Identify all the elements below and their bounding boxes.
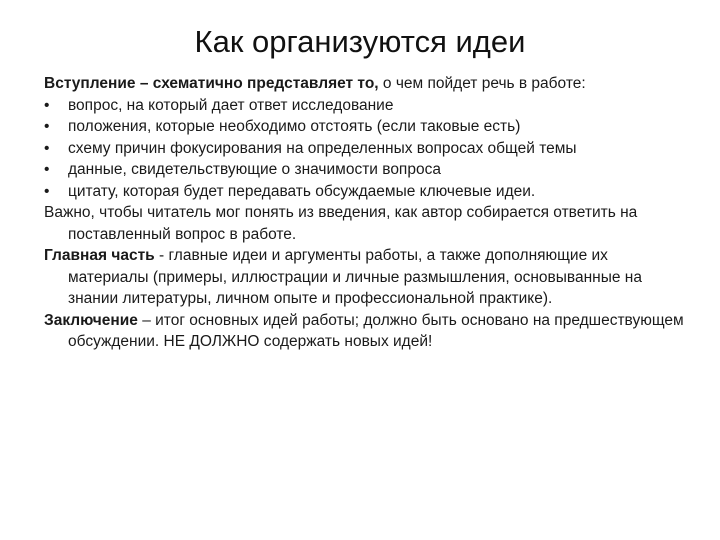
bullet-text: вопрос, на который дает ответ исследование <box>68 96 394 114</box>
intro-rest: о чем пойдет речь в работе: <box>378 75 586 92</box>
bullet-text: цитату, которая будет передавать обсуждаемые ключевые идеи. <box>68 182 536 200</box>
conclusion-heading: Заключение <box>44 311 138 329</box>
bullet-text: схему причин фокусирования на определенных вопросах общей темы <box>68 139 577 157</box>
main-part-heading: Главная часть <box>44 247 155 264</box>
main-part-text: - главные идеи и аргументы работы, а также дополняющие их материалы (примеры, иллюстрации и личные размышления, основыванные на знании литературы, личном опыте и профессиональной практике). <box>68 247 642 307</box>
slide-body <box>44 73 684 353</box>
bullet-text: данные, свидетельствующие о значимости вопроса <box>68 161 441 178</box>
bullet-item <box>44 138 684 160</box>
important-paragraph: Важно, чтобы читатель мог понять из введения, как автор собирается ответить на поставленный вопрос в работе. <box>44 204 638 243</box>
bullet-item <box>44 116 684 138</box>
conclusion-paragraph <box>44 310 684 353</box>
intro-bullet-list <box>44 95 684 203</box>
intro-lead: – схематично представляет то, <box>135 75 379 92</box>
main-part-paragraph <box>44 245 684 310</box>
bullet-icon: • <box>44 182 50 200</box>
bullet-icon: • <box>44 161 50 178</box>
bullet-icon: • <box>44 139 50 157</box>
conclusion-text: – итог основных идей работы; должно быть основано на предшествующем обсуждении. НЕ ДОЛЖНО содержать новых идей! <box>68 311 684 350</box>
intro-paragraph <box>44 73 684 95</box>
bullet-text: положения, которые необходимо отстоять (если таковые есть) <box>68 118 521 135</box>
bullet-item <box>44 95 684 117</box>
intro-heading: Вступление <box>44 75 136 92</box>
slide-title: Как организуются идеи <box>194 24 526 59</box>
bullet-icon: • <box>44 118 50 135</box>
bullet-item <box>44 181 684 203</box>
bullet-item <box>44 159 684 181</box>
bullet-icon: • <box>44 96 50 114</box>
